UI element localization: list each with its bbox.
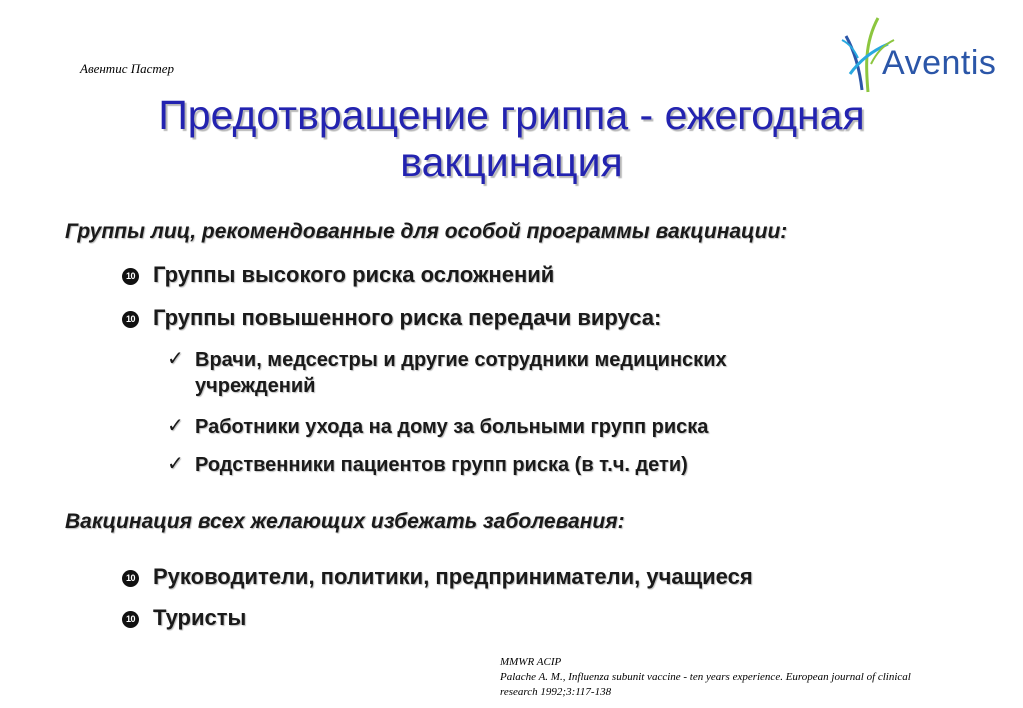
reference-line: Palache A. M., Influenza subunit vaccine - ten years experience. European journal of clinical — [500, 671, 911, 683]
bullet-item — [122, 305, 661, 331]
bullet-marker-icon: 10 — [122, 611, 139, 628]
bullet-marker-icon: 10 — [122, 311, 139, 328]
section1-heading: Группы лиц, рекомендованные для особой программы вакцинации: — [65, 220, 788, 243]
sub-item — [167, 346, 727, 399]
sub-item-text: Родственники пациентов групп риска (в т.ч. дети) — [195, 454, 688, 476]
section2-heading: Вакцинация всех желающих избежать заболевания: — [65, 510, 625, 533]
logo-text: Aventis — [882, 44, 997, 82]
bullet-text: Руководители, политики, предприниматели, учащиеся — [153, 564, 753, 589]
bullet-text: Туристы — [153, 605, 247, 630]
aventis-logo — [838, 14, 1008, 94]
bullet-item — [122, 605, 246, 631]
checkmark-icon: ✓ — [167, 413, 184, 437]
bullet-text: Группы повышенного риска передачи вируса: — [153, 305, 662, 330]
sub-item-text-cont: учреждений — [195, 375, 316, 397]
sub-item-text: Работники ухода на дому за больными групп риска — [195, 416, 709, 438]
title-line-1: Предотвращение гриппа - ежегодная — [158, 92, 865, 138]
bullet-marker-icon: 10 — [122, 268, 139, 285]
sub-item-text: Врачи, медсестры и другие сотрудники медицинских — [195, 349, 727, 371]
sub-item — [167, 451, 688, 478]
bullet-marker-icon: 10 — [122, 570, 139, 587]
bullet-item — [122, 262, 554, 288]
checkmark-icon: ✓ — [167, 346, 184, 370]
reference-line: research 1992;3:117-138 — [500, 686, 612, 698]
sub-item — [167, 413, 709, 440]
reference-line: MMWR ACIP — [500, 656, 562, 668]
page-title — [0, 92, 1023, 186]
company-name: Авентис Пастер — [80, 61, 175, 76]
bullet-item — [122, 564, 753, 590]
reference — [500, 655, 1015, 700]
title-line-2: вакцинация — [400, 139, 623, 185]
checkmark-icon: ✓ — [167, 451, 184, 475]
bullet-text: Группы высокого риска осложнений — [153, 262, 555, 287]
